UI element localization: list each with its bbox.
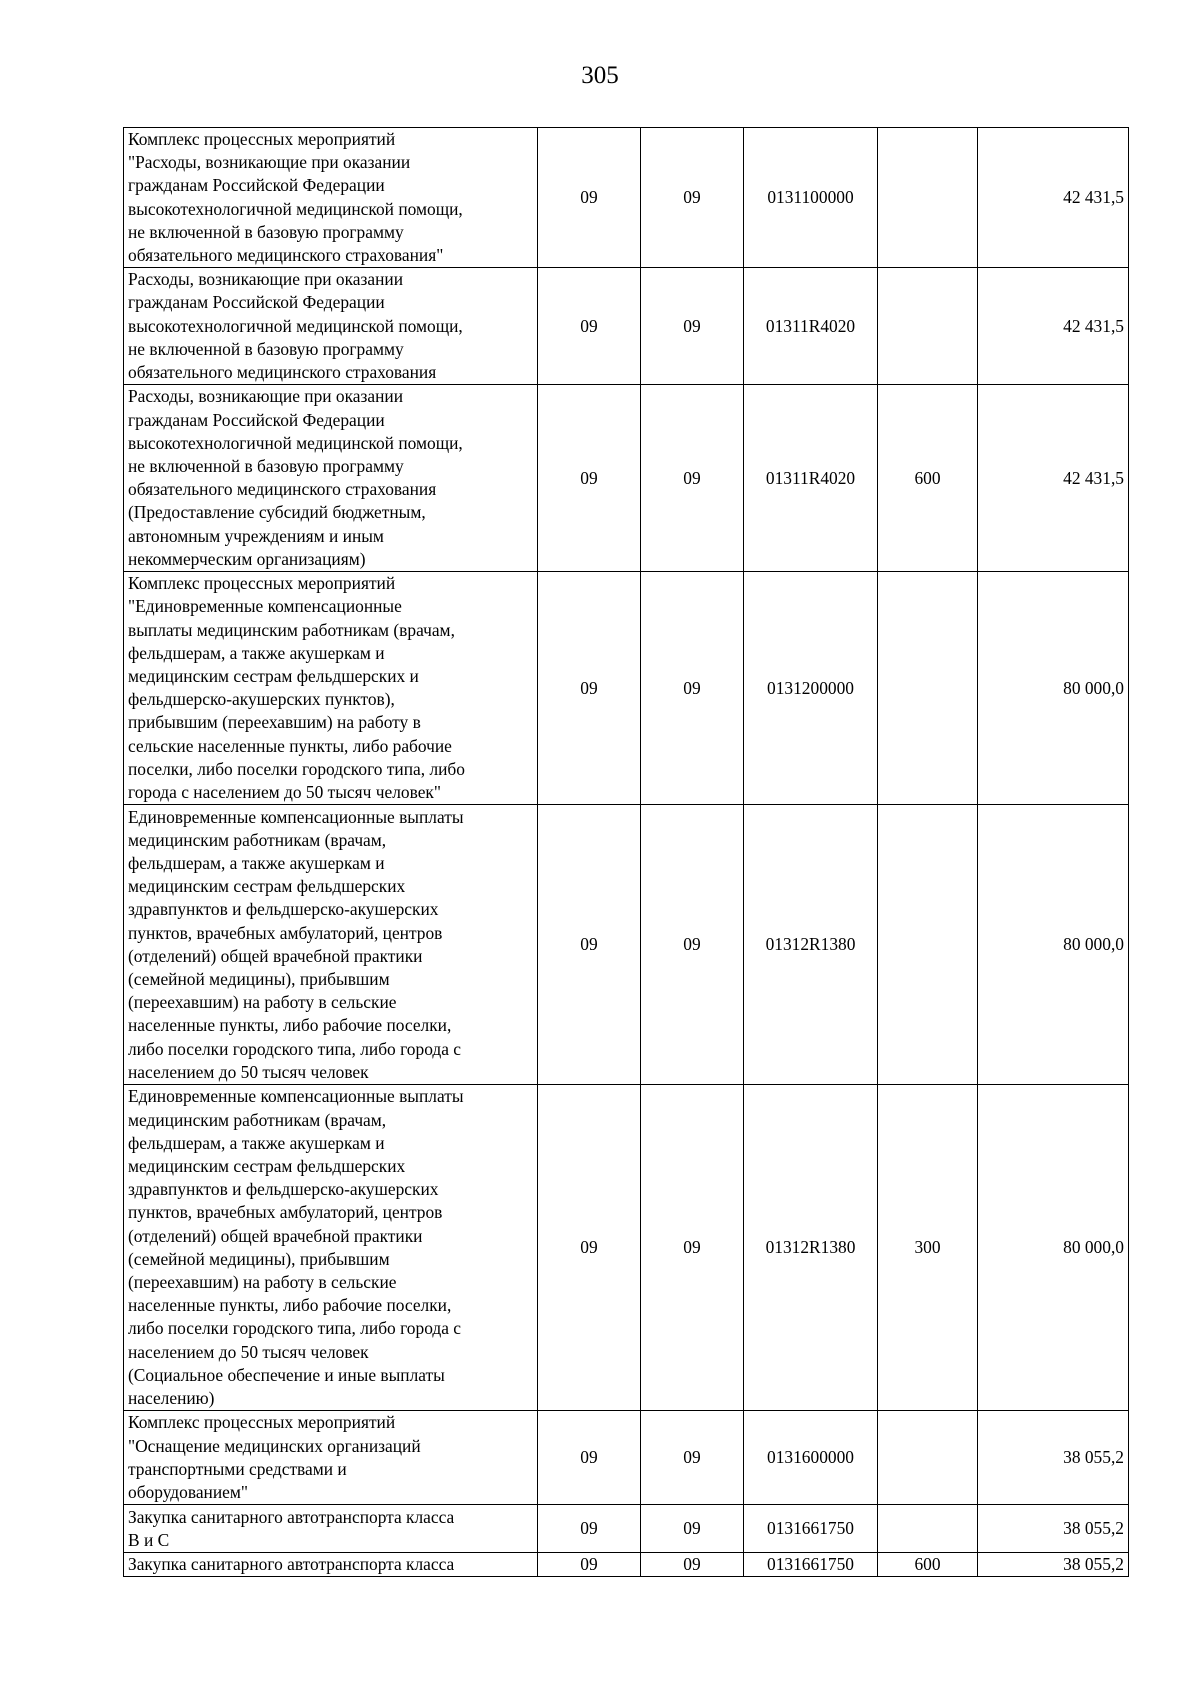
target-article-code: 0131600000 [744, 1411, 878, 1505]
section-code: 09 [538, 268, 641, 385]
expense-type-code [878, 268, 978, 385]
section-code: 09 [538, 128, 641, 268]
target-article-code: 01312R1380 [744, 1085, 878, 1411]
expense-name: Комплекс процессных мероприятий "Единовременные компенсационные выплаты медицинским работникам (врачам, фельдшерам, а также акушеркам и медицинским сестрам фельдшерских и фельдшерско-акушерских пунктов), прибывшим (переехавшим) на работу в сельские населенные пункты, либо рабочие поселки, либо поселки городского типа, либо города с населением до 50 тысяч человек" [128, 573, 465, 803]
page-number: 305 [581, 62, 619, 89]
amount: 38 055,2 [978, 1411, 1129, 1505]
amount: 38 055,2 [978, 1553, 1129, 1577]
expense-name: Расходы, возникающие при оказании гражданам Российской Федерации высокотехнологичной медицинской помощи, не включенной в базовую программу обязательного медицинского страхования (Предоставление субсидий бюджетным, автономным учреждениям и иным некоммерческим организациям) [128, 386, 463, 569]
subsection-code: 09 [641, 572, 744, 805]
subsection-code: 09 [641, 1411, 744, 1505]
expense-name: Единовременные компенсационные выплаты медицинским работникам (врачам, фельдшерам, а также акушеркам и медицинским сестрам фельдшерских здравпунктов и фельдшерско-акушерских пунктов, врачебных амбулаторий, центров (отделений) общей врачебной практики (семейной медицины), прибывшим (переехавшим) на работу в сельские населенные пункты, либо рабочие поселки, либо поселки городского типа, либо города с населением до 50 тысяч человек (Социальное обеспечение и иные выплаты населению) [128, 1086, 464, 1408]
subsection-code: 09 [641, 385, 744, 572]
expense-type-code: 600 [878, 1553, 978, 1577]
expense-name: Закупка санитарного автотранспорта класса [128, 1554, 455, 1575]
target-article-code: 01311R4020 [744, 385, 878, 572]
expense-name-cell [124, 572, 538, 805]
expense-name-cell [124, 1553, 538, 1577]
expense-type-code: 600 [878, 385, 978, 572]
subsection-code: 09 [641, 1553, 744, 1577]
section-code: 09 [538, 1085, 641, 1411]
table-row [124, 1085, 1129, 1411]
expense-name: Расходы, возникающие при оказании гражданам Российской Федерации высокотехнологичной медицинской помощи, не включенной в базовую программу обязательного медицинского страхования [128, 269, 463, 383]
expense-name-cell [124, 385, 538, 572]
amount: 80 000,0 [978, 572, 1129, 805]
expense-type-code [878, 805, 978, 1085]
section-code: 09 [538, 1411, 641, 1505]
section-code: 09 [538, 572, 641, 805]
amount: 42 431,5 [978, 268, 1129, 385]
expense-type-code: 300 [878, 1085, 978, 1411]
table-row [124, 128, 1129, 268]
expense-name-cell [124, 1411, 538, 1505]
subsection-code: 09 [641, 805, 744, 1085]
table-row [124, 1411, 1129, 1505]
expense-name: Комплекс процессных мероприятий "Расходы, возникающие при оказании гражданам Российской Федерации высокотехнологичной медицинской помощи, не включенной в базовую программу обязательного медицинского страхования" [128, 129, 463, 266]
expense-name: Закупка санитарного автотранспорта класса В и С [128, 1506, 455, 1550]
expense-type-code [878, 128, 978, 268]
amount: 80 000,0 [978, 805, 1129, 1085]
expense-type-code [878, 1505, 978, 1553]
expense-name: Единовременные компенсационные выплаты медицинским работникам (врачам, фельдшерам, а также акушеркам и медицинским сестрам фельдшерских здравпунктов и фельдшерско-акушерских пунктов, врачебных амбулаторий, центров (отделений) общей врачебной практики (семейной медицины), прибывшим (переехавшим) на работу в сельские населенные пункты, либо рабочие поселки, либо поселки городского типа, либо города с населением до 50 тысяч человек [128, 806, 464, 1082]
subsection-code: 09 [641, 128, 744, 268]
expense-name-cell [124, 1505, 538, 1553]
expense-name-cell [124, 805, 538, 1085]
table-row [124, 572, 1129, 805]
section-code: 09 [538, 805, 641, 1085]
section-code: 09 [538, 1505, 641, 1553]
table-row [124, 268, 1129, 385]
amount: 80 000,0 [978, 1085, 1129, 1411]
subsection-code: 09 [641, 1085, 744, 1411]
target-article-code: 0131100000 [744, 128, 878, 268]
target-article-code: 01311R4020 [744, 268, 878, 385]
subsection-code: 09 [641, 1505, 744, 1553]
section-code: 09 [538, 385, 641, 572]
table-row [124, 1553, 1129, 1577]
amount: 42 431,5 [978, 128, 1129, 268]
expense-type-code [878, 572, 978, 805]
table-row [124, 385, 1129, 572]
amount: 42 431,5 [978, 385, 1129, 572]
target-article-code: 0131200000 [744, 572, 878, 805]
target-article-code: 0131661750 [744, 1553, 878, 1577]
expense-name-cell [124, 128, 538, 268]
section-code: 09 [538, 1553, 641, 1577]
target-article-code: 01312R1380 [744, 805, 878, 1085]
expense-type-code [878, 1411, 978, 1505]
table-row [124, 805, 1129, 1085]
expense-name: Комплекс процессных мероприятий "Оснащение медицинских организаций транспортными средствами и оборудованием" [128, 1412, 421, 1502]
table-row [124, 1505, 1129, 1553]
target-article-code: 0131661750 [744, 1505, 878, 1553]
amount: 38 055,2 [978, 1505, 1129, 1553]
subsection-code: 09 [641, 268, 744, 385]
expense-name-cell [124, 1085, 538, 1411]
expense-name-cell [124, 268, 538, 385]
budget-table [123, 127, 1129, 1577]
